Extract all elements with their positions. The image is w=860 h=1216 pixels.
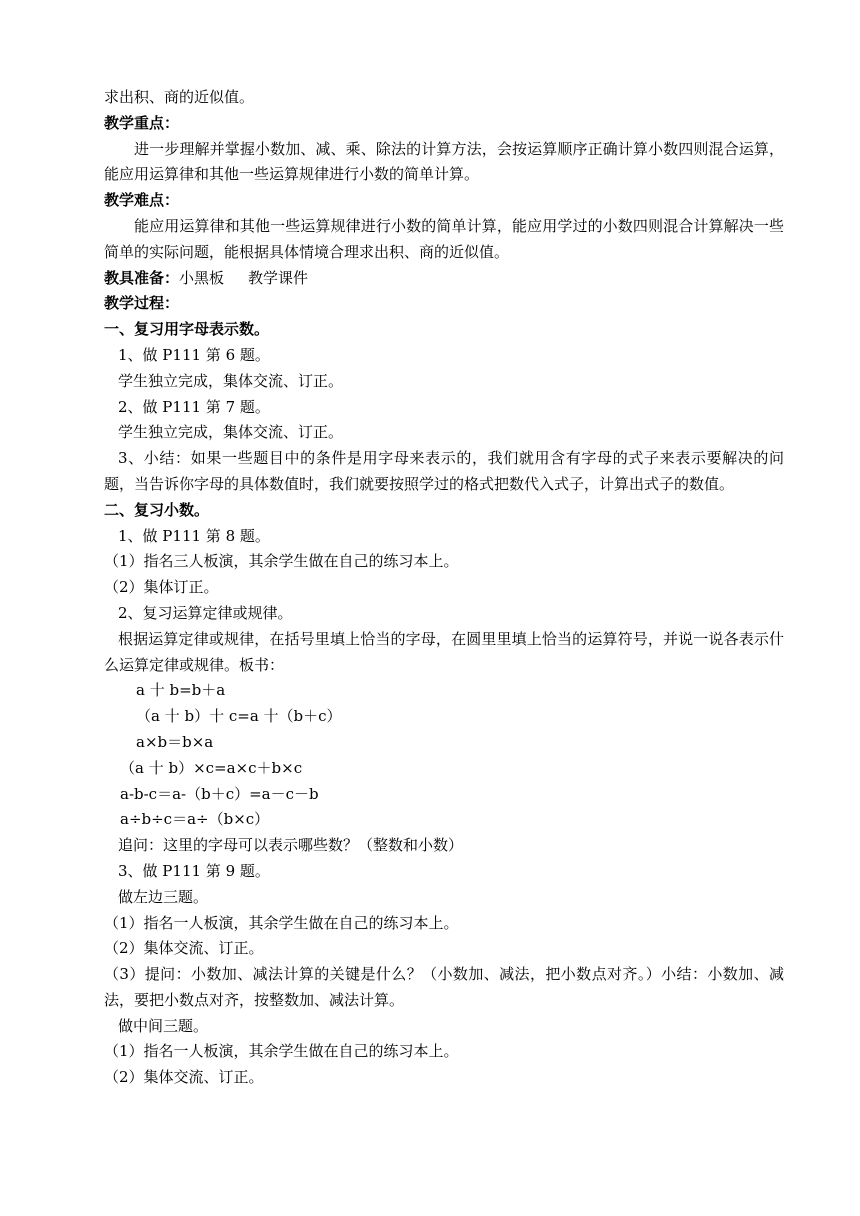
text-line: 2、做 P111 第 7 题。 [118, 397, 270, 416]
text-line: 学生独立完成，集体交流、订正。 [118, 423, 344, 442]
heading-key-points: 教学重点： [104, 113, 180, 132]
formula-line: （a 十 b）×c=a×c＋b×c [120, 758, 303, 777]
paragraph-difficulties: 能应用运算律和其他一些运算规律进行小数的简单计算，能应用学过的小数四则混合计算解决一些简单的实际问题，能根据具体情境合理求出积、商的近似值。 [104, 216, 784, 261]
section-heading: 一、复习用字母表示数。 [104, 320, 270, 339]
text-line: （1）指名一人板演，其余学生做在自己的练习本上。 [104, 1042, 459, 1061]
formula-line: （a 十 b）十 c=a 十（b＋c） [136, 707, 342, 726]
text-line: （2）集体交流、订正。 [104, 1068, 264, 1087]
formula-line: a×b＝b×a [136, 732, 214, 751]
tool-item: 小黑板 [179, 268, 225, 287]
paragraph-summary: 3、小结：如果一些题目中的条件是用字母来表示的，我们就用含有字母的式子来表示要解决的问题，当告诉你字母的具体数值时，我们就要按照学过的格式把数代入式子，计算出式子的数值。 [104, 449, 784, 493]
text-line: 学生独立完成，集体交流、订正。 [118, 371, 344, 390]
tools-line [104, 266, 784, 292]
text-line: 做中间三题。 [118, 1016, 209, 1035]
heading-tools: 教具准备： [104, 268, 180, 287]
formula-line: a-b-c＝a-（b＋c）=a－c－b [120, 784, 319, 803]
section-heading: 二、复习小数。 [104, 500, 210, 519]
paragraph-question: （3）提问：小数加、减法计算的关键是什么？（小数加、减法，把小数点对齐。）小结：小数加、减法，要把小数点对齐，按整数加、减法计算。 [104, 965, 784, 1009]
text-line: 求出积、商的近似值。 [104, 88, 255, 106]
text-line: 1、做 P111 第 6 题。 [118, 345, 270, 364]
text-line: （2）集体订正。 [104, 578, 219, 597]
text-line: 2、复习运算定律或规律。 [118, 603, 293, 622]
document-page [104, 85, 784, 1091]
formula-line: a 十 b=b＋a [136, 681, 226, 700]
text-line: 3、做 P111 第 9 题。 [118, 861, 270, 880]
paragraph-key-points: 进一步理解并掌握小数加、减、乘、除法的计算方法，会按运算顺序正确计算小数四则混合运算，能应用运算律和其他一些运算规律进行小数的简单计算。 [104, 139, 784, 184]
text-line: 追问：这里的字母可以表示哪些数？（整数和小数） [118, 836, 464, 855]
tool-item: 教学课件 [248, 268, 309, 287]
paragraph-laws: 根据运算定律或规律，在括号里填上恰当的字母，在圆里里填上恰当的运算符号，并说一说各表示什么运算定律或规律。板书： [104, 629, 784, 674]
heading-difficulties: 教学难点： [104, 191, 180, 210]
heading-process: 教学过程： [104, 294, 180, 313]
text-line: （1）指名三人板演，其余学生做在自己的练习本上。 [104, 552, 459, 571]
text-line: 1、做 P111 第 8 题。 [118, 526, 270, 545]
formula-line: a÷b÷c＝a÷（b×c） [120, 810, 270, 829]
text-line: 做左边三题。 [118, 887, 209, 906]
text-line: （2）集体交流、订正。 [104, 939, 264, 958]
text-line: （1）指名一人板演，其余学生做在自己的练习本上。 [104, 913, 459, 932]
